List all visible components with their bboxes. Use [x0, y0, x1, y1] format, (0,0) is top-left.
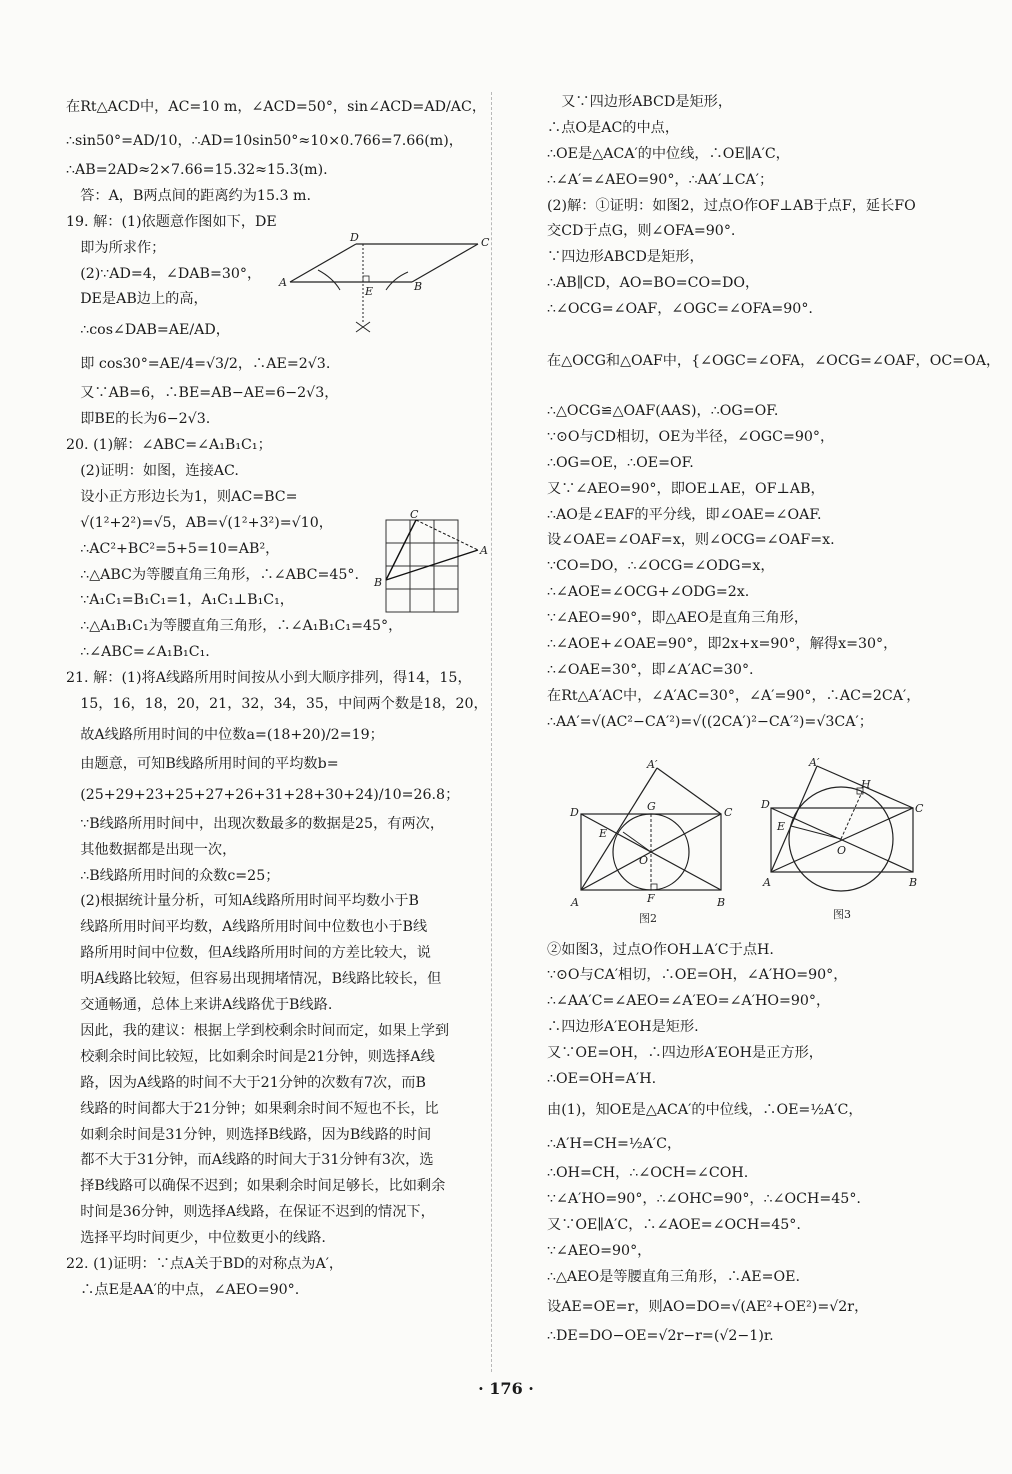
text-line: 又∵四边形ABCD是矩形，	[561, 94, 733, 110]
fig19-label-E: E	[365, 285, 374, 298]
text-line: ∴∠A′=∠AEO=90°，∴AA′⊥CA′；	[547, 171, 774, 188]
text-line: ∴AB∥CD，AO=BO=CO=DO，	[547, 275, 760, 292]
text-line: ∴∠OAE=30°，即∠A′AC=30°.	[547, 661, 754, 678]
fig2-label-A1: A′	[647, 758, 658, 771]
fig2-caption: 图2	[639, 912, 657, 925]
text-line: (2)解：①证明：如图2，过点O作OF⊥AB于点F，延长FO	[547, 197, 916, 214]
problem-20-start: 20. (1)解：∠ABC=∠A₁B₁C₁；	[66, 437, 272, 454]
text-line: ∴△A₁B₁C₁为等腰直角三角形，∴∠A₁B₁C₁=45°，	[80, 618, 403, 635]
text-line: ∴△ABC为等腰直角三角形，∴∠ABC=45°.	[80, 566, 360, 583]
text-line: ∵A₁C₁=B₁C₁=1，A₁C₁⊥B₁C₁，	[80, 592, 294, 609]
text-line: ∴AO是∠EAF的平分线，即∠OAE=∠OAF.	[547, 506, 822, 523]
text-line: ∵∠A′HO=90°，∴∠OHC=90°，∴∠OCH=45°.	[547, 1190, 861, 1207]
text-line: 时间是36分钟，则选择A线路，在保证不迟到的情况下，	[80, 1204, 435, 1221]
text-line: 择B线路可以确保不迟到；如果剩余时间足够长，比如剩余	[80, 1178, 446, 1195]
problem-22-start: 22. (1)证明：∵点A关于BD的对称点为A′，	[66, 1255, 344, 1272]
text-line: ∴点O是AC的中点，	[547, 119, 680, 136]
problem-21-start: 21. 解：(1)将A线路所用时间按从小到大顺序排列，得14，15，	[66, 670, 472, 687]
text-line: 又∵OE=OH，∴四边形A′EOH是正方形，	[547, 1045, 823, 1062]
problem-19-start: 19. 解：(1)依题意作图如下，DE	[66, 213, 277, 230]
fig3-label-D: D	[761, 798, 770, 811]
text-line: (2)∵AD=4，∠DAB=30°，	[80, 265, 262, 282]
text-line: 明A线路比较短，但容易出现拥堵情况，B线路比较长，但	[80, 971, 442, 988]
text-line: ∴四边形A′EOH是矩形.	[547, 1019, 699, 1036]
text-line: ∴△OCG≌△OAF(AAS)，∴OG=OF.	[547, 403, 779, 420]
text-line: ∴AC²+BC²=5+5=10=AB²，	[80, 540, 280, 557]
text-line: 即 cos30°=AE/4=√3/2，∴AE=2√3.	[80, 356, 331, 373]
fig3-label-O: O	[837, 844, 847, 857]
text-line: ∵∠AEO=90°，即△AEO是直角三角形，	[547, 610, 809, 627]
text-line: ∴∠AOE+∠OAE=90°，即2x+x=90°，解得x=30°，	[547, 636, 898, 653]
text-line: DE是AB边上的高，	[80, 291, 208, 308]
fig2-label-E: E	[599, 827, 608, 840]
fig2-label-D: D	[570, 806, 579, 819]
fig3-label-A: A	[763, 876, 771, 889]
right-column	[547, 90, 1001, 1350]
text-line: (25+29+23+25+27+26+31+28+30+24)/10=26.8；	[80, 786, 460, 803]
text-line: 答：A，B两点间的距离约为15.3 m.	[80, 187, 311, 204]
text-line: ∴B线路所用时间的众数c=25；	[80, 867, 280, 884]
text-line: 设小正方形边长为1，则AC=BC=	[80, 488, 298, 505]
text-line: ∵⊙O与CA′相切，∴OE=OH，∠A′HO=90°，	[547, 967, 848, 984]
text-line: ∴sin50°=AD/10，∴AD=10sin50°≈10×0.766=7.66(m)，	[66, 133, 463, 149]
text-line: 即BE的长为6−2√3.	[80, 411, 211, 428]
text-line: 15，16，18，20，21，32，34，35，中间两个数是18，20，	[80, 696, 488, 713]
text-line: 交通畅通，总体上来讲A线路优于B线路.	[80, 997, 333, 1014]
text-line: 路，因为A线路的时间不大于21分钟的次数有7次，而B	[80, 1074, 426, 1091]
fig2-label-B: B	[717, 896, 726, 909]
text-line: ∴OE=OH=A′H.	[547, 1071, 657, 1088]
text-line: ∵四边形ABCD是矩形，	[547, 249, 704, 266]
text-line: ②如图3，过点O作OH⊥A′C于点H.	[547, 941, 774, 958]
text-line: ∵CO=DO，∴∠OCG=∠ODG=x，	[547, 558, 775, 575]
text-line: ∴点E是AA′的中点，∠AEO=90°.	[80, 1281, 300, 1298]
text-line: 如剩余时间是31分钟，则选择B线路，因为B线路的时间	[80, 1126, 432, 1143]
text-line: (2)证明：如图，连接AC.	[80, 463, 239, 480]
fig3-label-A1: A′	[809, 756, 820, 769]
text-line: 由题意，可知B线路所用时间的平均数b=	[80, 755, 339, 772]
text-line: 交CD于点G，则∠OFA=90°.	[547, 223, 736, 240]
text-line: (2)根据统计量分析，可知A线路所用时间平均数小于B	[80, 893, 419, 910]
text-line: 又∵OE∥A′C，∴∠AOE=∠OCH=45°.	[547, 1216, 801, 1233]
fig19-label-D: D	[350, 232, 359, 244]
figure-2	[567, 758, 737, 932]
text-line: ∴△AEO是等腰直角三角形，∴AE=OE.	[547, 1268, 801, 1285]
text-line: 校剩余时间比较短，比如剩余时间是21分钟，则选择A线	[80, 1048, 435, 1065]
fig2-label-F: F	[647, 892, 655, 905]
text-line: ∴AB=2AD≈2×7.66=15.32≈15.3(m).	[66, 162, 328, 178]
fig19-label-B: B	[414, 280, 423, 293]
text-line: 在Rt△ACD中，AC=10 m，∠ACD=50°，sin∠ACD=AD/AC，	[66, 99, 487, 115]
text-line: ∵B线路所用时间中，出现次数最多的数据是25，有两次，	[80, 815, 445, 832]
fig19-label-C: C	[481, 236, 490, 249]
text-line: ∴AA′=√(AC²−CA′²)=√((2CA′)²−CA′²)=√3CA′；	[547, 713, 873, 730]
text-line: ∴∠OCG=∠OAF，∠OGC=∠OFA=90°.	[547, 301, 813, 318]
fig2-label-A: A	[571, 896, 579, 909]
text-line: 路所用时间中位数，但A线路所用时间的方差比较大，说	[80, 945, 431, 962]
text-line: 线路所用时间平均数，A线路所用时间中位数也小于B线	[80, 919, 428, 936]
fig20-label-A: A	[480, 544, 488, 557]
fig3-label-C: C	[915, 802, 924, 815]
text-line: 其他数据都是出现一次，	[80, 841, 237, 858]
fig20-label-C: C	[410, 508, 419, 521]
fig20-label-B: B	[374, 576, 383, 589]
text-line: 在△OCG和△OAF中，{∠OGC=∠OFA，∠OCG=∠OAF，OC=OA，	[547, 353, 1001, 370]
fig3-caption: 图3	[833, 908, 851, 921]
text-line: ∴∠AA′C=∠AEO=∠A′EO=∠A′HO=90°，	[547, 993, 831, 1010]
text-line: 故A线路所用时间的中位数a=(18+20)/2=19；	[80, 726, 384, 743]
fig3-label-B: B	[909, 876, 918, 889]
text-line: ∴OG=OE，∴OE=OF.	[547, 454, 694, 471]
text-line: 因此，我的建议：根据上学到校剩余时间而定，如果上学到	[80, 1022, 450, 1039]
fig2-label-G: G	[647, 800, 656, 813]
text-line: ∴cos∠DAB=AE/AD，	[80, 322, 230, 339]
text-line: 又∵AB=6，∴BE=AB−AE=6−2√3，	[80, 385, 339, 402]
text-line: ∴∠ABC=∠A₁B₁C₁.	[80, 644, 210, 661]
text-line: 线路的时间都大于21分钟；如果剩余时间不短也不长，比	[80, 1100, 439, 1117]
fig3-label-H: H	[861, 778, 871, 791]
text-line: 即为所求作；	[80, 239, 166, 256]
text-line: ∴DE=DO−OE=√2r−r=(√2−1)r.	[547, 1328, 774, 1345]
text-line: ∴A′H=CH=½A′C，	[547, 1135, 682, 1152]
text-line: ∴∠AOE=∠OCG+∠ODG=2x.	[547, 584, 750, 601]
fig2-label-C: C	[724, 806, 733, 819]
fig2-label-O: O	[639, 854, 649, 867]
text-line: ∵⊙O与CD相切，OE为半径，∠OGC=90°，	[547, 428, 835, 445]
text-line: 都不大于31分钟，而A线路的时间大于31分钟有3次，选	[80, 1152, 434, 1169]
figure-20	[372, 508, 492, 622]
text-line: ∴OE是△ACA′的中位线，∴OE∥A′C，	[547, 145, 790, 162]
text-line: 设AE=OE=r，则AO=DO=√(AE²+OE²)=√2r，	[547, 1299, 869, 1316]
text-line: 由(1)，知OE是△ACA′的中位线，∴OE=½A′C，	[547, 1101, 863, 1118]
text-line: ∴OH=CH，∴∠OCH=∠COH.	[547, 1164, 749, 1181]
fig19-label-A: A	[279, 276, 287, 289]
text-line: 设∠OAE=∠OAF=x，则∠OCG=∠OAF=x.	[547, 532, 835, 549]
fig3-label-E: E	[777, 820, 786, 833]
page-number: · 176 ·	[478, 1379, 534, 1398]
figure-19	[278, 232, 498, 346]
text-line: 又∵∠AEO=90°，即OE⊥AE，OF⊥AB，	[547, 480, 825, 497]
text-line: √(1²+2²)=√5，AB=√(1²+3²)=√10，	[80, 514, 333, 531]
text-line: 选择平均时间更少，中位数更小的线路.	[80, 1230, 326, 1247]
text-line: 在Rt△A′AC中，∠A′AC=30°，∠A′=90°，∴AC=2CA′，	[547, 687, 921, 704]
text-line: ∵∠AEO=90°，	[547, 1242, 652, 1259]
figure-3	[757, 754, 932, 930]
